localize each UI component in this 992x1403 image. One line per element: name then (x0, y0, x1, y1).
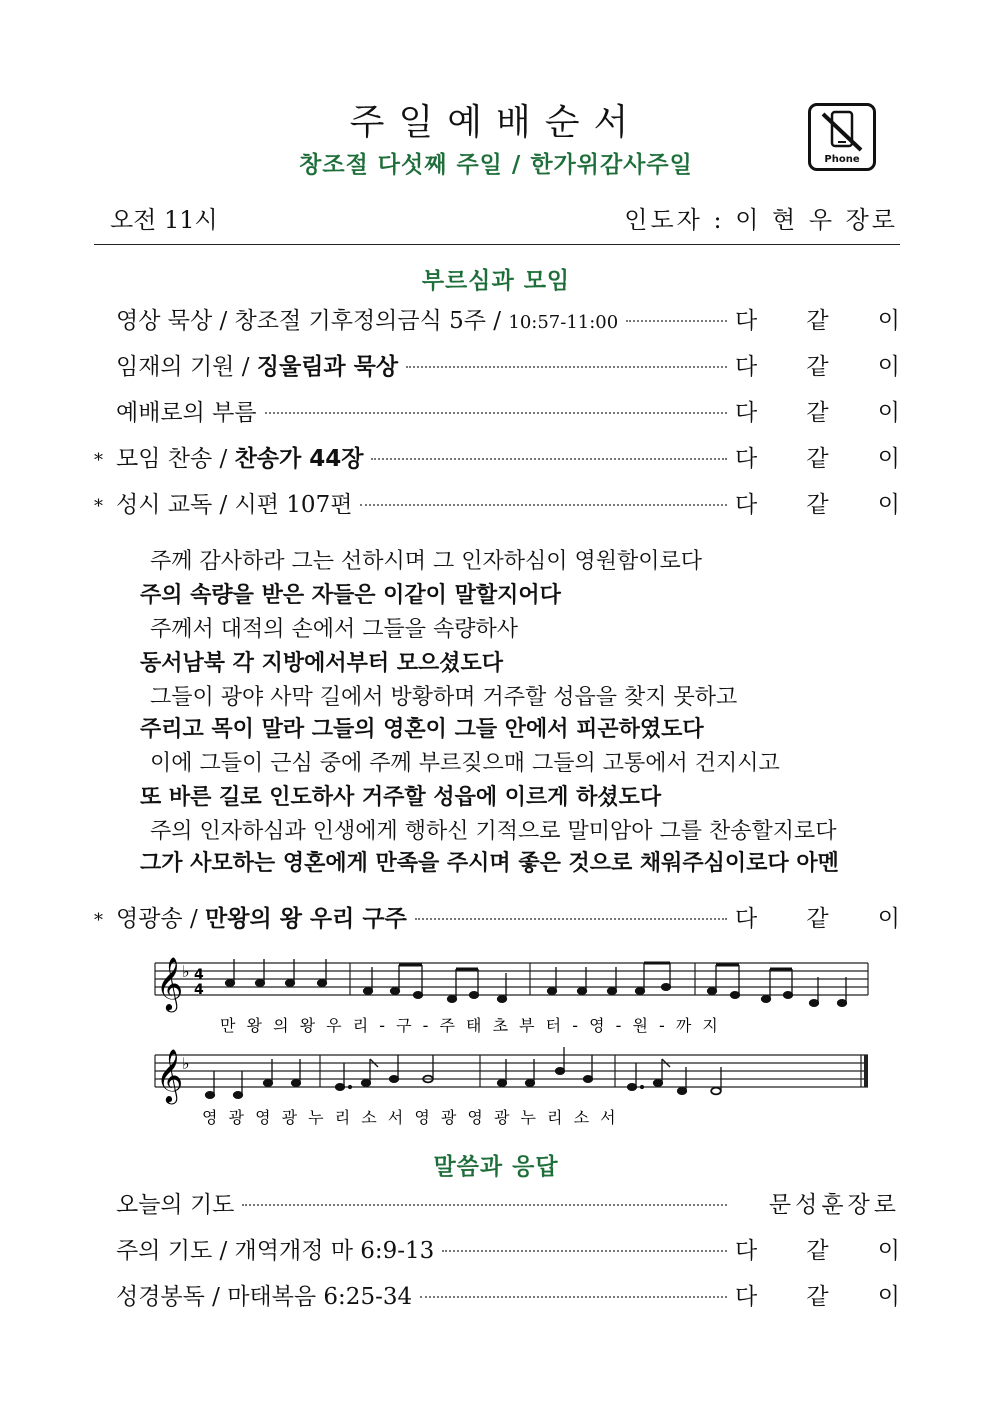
item-label: 임재의 기원 / 징울림과 묵상 (116, 354, 399, 380)
item-who (735, 302, 900, 335)
section-title-word: 말씀과 응답 (433, 1154, 559, 1180)
doxology-score (150, 955, 870, 1140)
treble-clef-icon: 𝄞 (156, 1048, 184, 1102)
order-item (94, 1186, 900, 1220)
item-who (735, 1278, 900, 1311)
order-item (94, 486, 900, 520)
leader-label: 인도자 : (624, 206, 725, 234)
who-char: 같 (806, 906, 829, 932)
item-who (735, 440, 900, 473)
leader-dots (406, 366, 727, 368)
staff-lines-2 (155, 1055, 868, 1087)
leader-dots (265, 412, 727, 414)
who-char: 다 (735, 906, 758, 932)
reading-leader-line: 주께서 대적의 손에서 그들을 속량하사 (150, 617, 519, 642)
leader-dots (442, 1250, 727, 1252)
order-item (94, 348, 900, 382)
leader-name: 이 현 우 장로 (735, 206, 898, 234)
who-char: 이 (877, 446, 900, 472)
reading-leader-line: 주께 감사하라 그는 선하시며 그 인자하심이 영원함이로다 (150, 549, 703, 574)
who-char: 다 (735, 446, 758, 472)
flat-icon: ♭ (182, 962, 190, 981)
who-char: 다 (735, 1284, 758, 1310)
leader-dots (360, 504, 727, 506)
who-char: 같 (806, 492, 829, 518)
page-subtitle: 창조절 다섯째 주일 / 한가위감사주일 (299, 152, 693, 178)
order-item (94, 302, 900, 336)
who-char: 같 (806, 308, 829, 334)
section-title-calling: 부르심과 모임 (421, 268, 571, 294)
who-char: 다 (735, 400, 758, 426)
reading-people-line: 주리고 목이 말라 그들의 영혼이 그들 안에서 피곤하였도다 (140, 717, 704, 742)
item-who (735, 900, 900, 933)
reading-leader-line: 이에 그들이 근심 중에 주께 부르짖으매 그들의 고통에서 건지시고 (150, 751, 780, 776)
star-mark: * (94, 910, 103, 931)
item-who (735, 486, 900, 519)
item-who (735, 348, 900, 381)
who-char: 같 (806, 354, 829, 380)
notes-line-1 (226, 959, 847, 1006)
order-item (94, 394, 900, 428)
order-item-doxology (94, 900, 900, 934)
lyrics-line-2: 영 광 영 광 누 리 소 서 영 광 영 광 누 리 소 서 (202, 1108, 619, 1127)
time-sig-top: 4 (194, 967, 204, 983)
who-char: 다 (735, 1238, 758, 1264)
order-item (94, 1278, 900, 1312)
reading-leader-line: 그들이 광야 사막 길에서 방황하며 거주할 성읍을 찾지 못하고 (150, 685, 738, 710)
who-char: 이 (877, 906, 900, 932)
leader-dots (415, 918, 727, 920)
item-bold: 찬송가 44장 (234, 446, 364, 472)
who-char: 이 (877, 1238, 900, 1264)
item-label: 영광송 / 만왕의 왕 우리 구주 (116, 906, 407, 932)
item-who (735, 1232, 900, 1265)
reading-people-line: 그가 사모하는 영혼에게 만족을 주시며 좋은 것으로 채워주심이로다 아멘 (140, 851, 839, 876)
header-divider (94, 244, 900, 245)
item-who (735, 394, 900, 427)
leader-dots (371, 458, 727, 460)
who-char: 같 (806, 400, 829, 426)
item-who: 문성훈장로 (768, 1192, 900, 1218)
time-sig-bottom: 4 (194, 982, 204, 998)
item-label: 영상 묵상 / 창조절 기후정의금식 5주 / 10:57-11:00 (116, 308, 619, 334)
reading-leader-line: 주의 인자하심과 인생에게 행하신 기적으로 말미암아 그를 찬송할지로다 (150, 819, 837, 844)
service-time: 오전 11시 (110, 206, 218, 234)
item-bold: 만왕의 왕 우리 구주 (205, 906, 407, 932)
reading-people-line: 또 바른 길로 인도하사 거주할 성읍에 이르게 하셨도다 (140, 785, 662, 810)
flat-icon: ♭ (182, 1054, 190, 1073)
who-char: 다 (735, 492, 758, 518)
who-char: 이 (877, 354, 900, 380)
star-mark: * (94, 450, 103, 471)
phone-label: Phone (824, 154, 860, 165)
who-char: 다 (735, 354, 758, 380)
leader-dots (242, 1204, 727, 1206)
who-char: 같 (806, 446, 829, 472)
item-label: 모임 찬송 / 찬송가 44장 (116, 446, 364, 472)
who-char: 이 (877, 1284, 900, 1310)
star-mark: * (94, 496, 103, 517)
leader-dots (420, 1296, 727, 1298)
no-phone-icon (808, 103, 876, 171)
who-char: 다 (735, 308, 758, 334)
leader-dots (626, 320, 727, 322)
item-label: 오늘의 기도 (116, 1192, 235, 1218)
reading-people-line: 동서남북 각 지방에서부터 모으셨도다 (140, 651, 504, 676)
item-label: 예배로의 부름 (116, 400, 257, 426)
leader-line (624, 200, 898, 235)
item-bold: 징울림과 묵상 (256, 354, 399, 380)
treble-clef-icon: 𝄞 (156, 956, 184, 1010)
who-char: 같 (806, 1284, 829, 1310)
lyrics-line-1: 만 왕 의 왕 우 리 - 구 - 주 태 초 부 터 - 영 - 원 - 까 지 (220, 1016, 721, 1035)
who-char: 이 (877, 492, 900, 518)
who-char: 이 (877, 308, 900, 334)
item-extra: 10:57-11:00 (508, 312, 619, 333)
who-char: 이 (877, 400, 900, 426)
item-label: 성경봉독 / 마태복음 6:25-34 (116, 1284, 413, 1310)
order-item (94, 1232, 900, 1266)
item-label: 주의 기도 / 개역개정 마 6:9-13 (116, 1238, 435, 1264)
item-label: 성시 교독 / 시편 107편 (116, 492, 353, 518)
order-item (94, 440, 900, 474)
staff-lines-1 (155, 963, 868, 995)
reading-people-line: 주의 속량을 받은 자들은 이같이 말할지어다 (140, 583, 561, 608)
who-char: 같 (806, 1238, 829, 1264)
page-title: 주일예배순서 (349, 102, 643, 143)
